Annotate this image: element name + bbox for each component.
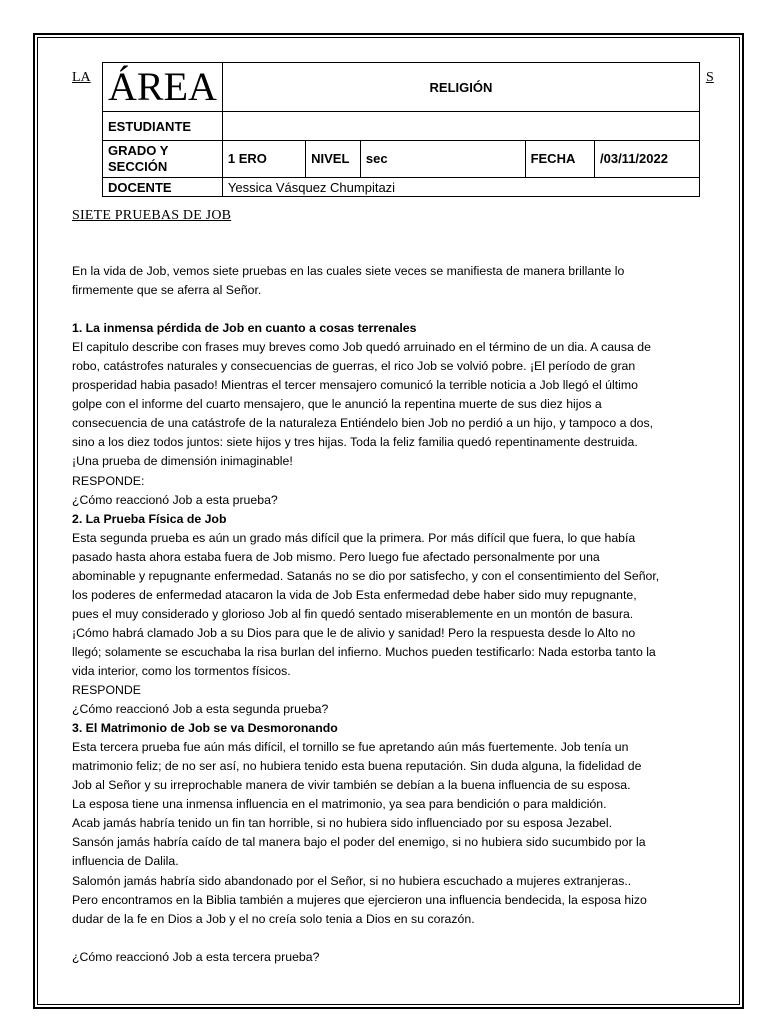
body-line: robo, catástrofes naturales y consecuencias de guerras, el rico Job se volvió pobre. ¡El período de gran xyxy=(72,359,636,374)
grado-label: GRADO Y SECCIÓN xyxy=(103,141,223,178)
body-line: ¡Una prueba de dimensión inimaginable! xyxy=(72,454,293,469)
body-line: El capitulo describe con frases muy breves como Job quedó arruinado en el término de un dia. A causa de xyxy=(72,340,651,355)
body-line: sino a los diez todos juntos: siete hijos y tres hijas. Toda la feliz familia quedó repentinamente destruida. xyxy=(72,435,638,450)
body-line: pues el muy considerado y glorioso Job al fin quedó sentado miserablemente en un montón de basura. xyxy=(72,606,634,621)
body-line: RESPONDE: xyxy=(72,473,145,488)
body-line: golpe con el informe del cuarto mensajero, que le anunció la repentina muerte de sus diez hijos a xyxy=(72,397,602,412)
body-line xyxy=(72,300,732,319)
body-line: La esposa tiene una inmensa influencia en el matrimonio, ya sea para bendición o para maldición. xyxy=(72,797,607,812)
body-line: consecuencia de una catástrofe de la naturaleza Entiéndelo bien Job no perdió a un hijo, y tampoco a dos, xyxy=(72,416,654,431)
body-line: prosperidad habia pasado! Mientras el tercer mensajero comunicó la terrible noticia a Job llegó el último xyxy=(72,378,638,393)
estudiante-label: ESTUDIANTE xyxy=(103,112,223,141)
document-title: SIETE PRUEBAS DE JOB xyxy=(72,208,232,223)
body-line: ¿Cómo reaccionó Job a esta segunda prueba? xyxy=(72,702,329,717)
body-line: Esta segunda prueba es aún un grado más difícil que la primera. Por más difícil que fuera, lo que había xyxy=(72,530,636,545)
corner-text-right: S xyxy=(706,70,714,85)
docente-value: Yessica Vásquez Chumpitazi xyxy=(222,178,699,197)
body-line xyxy=(72,929,732,948)
estudiante-value[interactable] xyxy=(222,112,699,141)
header-table xyxy=(102,62,700,197)
body-line: Acab jamás habría tenido un fin tan horrible, si no hubiera sido influenciado por su esposa Jezabel. xyxy=(72,816,613,831)
body-line: dudar de la fe en Dios a Job y el no creía solo tenia a Dios en su corazón. xyxy=(72,911,475,926)
body-line: llegó; solamente se escuchaba la risa burlan del infierno. Muchos pueden testificarlo: Nada estorba tanto la xyxy=(72,644,656,659)
body-line: firmemente que se aferra al Señor. xyxy=(72,283,262,298)
fecha-label: FECHA xyxy=(525,141,594,178)
body-line: 1. La inmensa pérdida de Job en cuanto a cosas terrenales xyxy=(72,321,417,336)
docente-label: DOCENTE xyxy=(103,178,223,197)
grado-value: 1 ERO xyxy=(222,141,305,178)
body-line: RESPONDE xyxy=(72,683,142,698)
body-line: Pero encontramos en la Biblia también a mujeres que ejercieron una influencia bendecida, la esposa hizo xyxy=(72,892,647,907)
nivel-value: sec xyxy=(360,141,525,178)
body-line: vida interior, como los tormentos físicos. xyxy=(72,663,291,678)
area-label: ÁREA xyxy=(103,63,223,112)
body-line: Esta tercera prueba fue aún más difícil, el tornillo se fue apretando aún más fuertemente. Job tenía un xyxy=(72,740,629,755)
body-line: abominable y repugnante enfermedad. Satanás no se dio por satisfecho, y con el consentimiento del Señor, xyxy=(72,568,660,583)
body-line: 3. El Matrimonio de Job se va Desmoronando xyxy=(72,721,338,736)
body-line: los poderes de enfermedad atacaron la vida de Job Esta enfermedad debe haber sido muy repugnante, xyxy=(72,587,637,602)
body-line: ¿Cómo reaccionó Job a esta prueba? xyxy=(72,492,278,507)
body-line: Salomón jamás habría sido abandonado por el Señor, si no hubiera escuchado a mujeres extranjeras.. xyxy=(72,873,632,888)
area-value: RELIGIÓN xyxy=(222,63,699,112)
body-line: ¿Cómo reaccionó Job a esta tercera prueba? xyxy=(72,949,320,964)
body-line: pasado hasta ahora estaba fuera de Job mismo. Pero luego fue afectado personalmente por una xyxy=(72,549,600,564)
nivel-label: NIVEL xyxy=(306,141,361,178)
fecha-value: /03/11/2022 xyxy=(595,141,700,178)
body-line: matrimonio feliz; de no ser así, no hubiera tenido esta buena reputación. Sin duda alguna, la fidelidad de xyxy=(72,759,642,774)
body-line: influencia de Dalila. xyxy=(72,854,179,869)
body-line: Sansón jamás habría caído de tal manera bajo el poder del enemigo, si no hubiera sido sucumbido por la xyxy=(72,835,646,850)
body-line: 2. La Prueba Física de Job xyxy=(72,511,227,526)
body-line: En la vida de Job, vemos siete pruebas en las cuales siete veces se manifiesta de manera brillante lo xyxy=(72,264,625,278)
corner-text-left: LA xyxy=(72,70,91,85)
body-line: ¡Cómo habrá clamado Job a su Dios para que le de alivio y sanidad! Pero la respuesta desde lo Alto no xyxy=(72,625,636,640)
body-line: Job al Señor y su irreprochable manera de vivir también se debían a la buena influencia de su esposa. xyxy=(72,778,631,793)
document-body xyxy=(72,262,732,967)
